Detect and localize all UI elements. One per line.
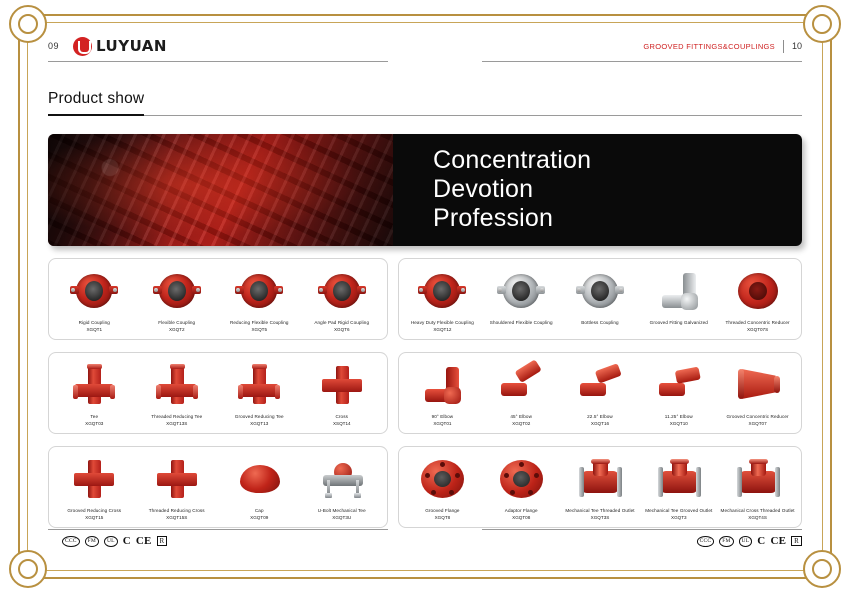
cert-ul-icon: UL	[104, 536, 118, 547]
product-thumb	[415, 455, 469, 503]
product-thumb	[150, 267, 204, 315]
page-number-right: 10	[791, 41, 802, 51]
product-thumb	[494, 361, 548, 409]
product-code: XSQT14	[332, 420, 351, 426]
cap-red-icon	[240, 465, 280, 493]
product-thumb	[494, 455, 548, 503]
product-name: Angle Pad Rigid Coupling	[314, 320, 370, 325]
cross-red-icon	[156, 459, 198, 499]
tee-red-icon	[156, 364, 198, 406]
product-name: Threaded Concentric Reducer	[725, 320, 790, 325]
product-item[interactable]	[53, 361, 136, 427]
product-name: Grooved Reducing Cross	[67, 508, 122, 513]
product-code: XGQT1	[86, 326, 103, 332]
luyuan-logo-icon	[73, 37, 92, 56]
product-item[interactable]	[136, 455, 219, 521]
elbow-11-icon	[659, 367, 701, 403]
product-name: Shouldered Flexible Coupling	[489, 320, 553, 325]
adaptor-flange-icon	[500, 460, 543, 498]
cert-r-icon: R	[157, 536, 168, 546]
corner-ornament-bottom-right	[803, 550, 841, 588]
product-code: XGQT5	[251, 326, 268, 332]
product-row-1	[48, 258, 802, 340]
product-thumb	[652, 361, 706, 409]
corner-ornament-top-right	[803, 5, 841, 43]
product-code: XGQT13S	[166, 420, 188, 426]
product-item[interactable]	[301, 455, 384, 521]
product-name: Threaded Reducing Tee	[151, 414, 203, 419]
product-item[interactable]	[561, 267, 640, 333]
cert-c-icon: C	[122, 535, 131, 547]
page-footer	[48, 525, 802, 559]
product-thumb	[731, 361, 785, 409]
ubolt-mechanical-tee-icon	[321, 460, 365, 498]
product-code: XGQT3	[671, 514, 687, 520]
page-content	[48, 36, 802, 559]
product-code: XGQT3U	[332, 514, 352, 520]
header-divider	[783, 40, 784, 53]
product-thumb	[232, 361, 286, 409]
product-panel-1-right	[398, 258, 802, 340]
product-name: Cap	[254, 508, 264, 513]
page-header	[48, 36, 802, 70]
product-item[interactable]	[639, 361, 718, 427]
product-name: Grooved Fitting Galvanized	[649, 320, 708, 325]
product-code: XGQT15	[85, 514, 104, 520]
product-code: XGQT13	[250, 420, 269, 426]
product-item[interactable]	[53, 267, 136, 333]
tee-red-icon	[238, 364, 280, 406]
product-row-2	[48, 352, 802, 434]
product-name: 11.25° Elbow	[664, 414, 693, 419]
product-code: XGQT07S	[746, 326, 769, 332]
elbow-90-icon	[423, 365, 463, 405]
product-item[interactable]	[218, 455, 301, 521]
elbow-45-icon	[501, 367, 543, 403]
product-code: XGQT07	[748, 420, 767, 426]
product-thumb	[731, 455, 785, 503]
product-item[interactable]	[403, 267, 482, 333]
product-name: Grooved Concentric Reducer	[726, 414, 789, 419]
elbow-silver-icon	[660, 271, 700, 311]
product-item[interactable]	[218, 361, 301, 427]
product-panel-2-left	[48, 352, 388, 434]
brand-name: LUYUAN	[96, 37, 167, 55]
certification-row-left	[62, 535, 167, 547]
coupling-red-icon	[71, 271, 117, 311]
product-thumb	[573, 455, 627, 503]
cert-r-icon: R	[791, 536, 802, 546]
coupling-silver-icon	[577, 271, 623, 311]
product-name: Mechanical Tee Threaded Outlet	[565, 508, 635, 513]
product-item[interactable]	[136, 267, 219, 333]
product-thumb	[415, 267, 469, 315]
hero-line-1: Concentration	[433, 146, 592, 174]
product-name: Mechanical Tee Grooved Outlet	[645, 508, 713, 513]
product-thumb	[652, 267, 706, 315]
product-thumb	[415, 361, 469, 409]
product-item[interactable]	[482, 455, 561, 521]
product-thumb	[150, 361, 204, 409]
corner-ornament-top-left	[9, 5, 47, 43]
product-item[interactable]	[482, 267, 561, 333]
brand-logo	[73, 37, 167, 56]
cert-ul-icon: UL	[739, 536, 753, 547]
product-item[interactable]	[301, 267, 384, 333]
product-thumb	[573, 267, 627, 315]
product-code: XGQT16	[590, 420, 610, 426]
product-code: XGQT3S	[590, 514, 610, 520]
product-code: XGQT8	[434, 514, 451, 520]
product-name: 45° Elbow	[510, 414, 533, 419]
product-item[interactable]	[482, 361, 561, 427]
product-item[interactable]	[718, 267, 797, 333]
hero-line-2: Devotion	[433, 175, 534, 203]
page-number-left: 09	[48, 41, 60, 51]
cross-red-icon	[321, 365, 363, 405]
product-thumb	[67, 267, 121, 315]
product-code: XGQT15S	[166, 514, 188, 520]
product-name: Grooved Flange	[425, 508, 460, 513]
product-row-3	[48, 446, 802, 528]
product-item[interactable]	[718, 361, 797, 427]
product-panel-3-right	[398, 446, 802, 528]
product-item[interactable]	[561, 361, 640, 427]
product-name: Flexible Coupling	[158, 320, 196, 325]
product-item[interactable]	[403, 361, 482, 427]
product-item[interactable]	[639, 267, 718, 333]
product-name: Heavy Duty Flexible Coupling	[410, 320, 474, 325]
product-code: XGQT2	[168, 326, 185, 332]
hero-line-3: Profession	[433, 204, 554, 232]
grooved-flange-icon	[421, 460, 464, 498]
product-item[interactable]	[136, 361, 219, 427]
product-thumb	[652, 455, 706, 503]
product-code: XGQT10	[669, 420, 688, 426]
cert-c-icon: C	[757, 535, 766, 547]
product-item[interactable]	[301, 361, 384, 427]
product-name: Grooved Reducing Tee	[234, 414, 284, 419]
product-item[interactable]	[639, 455, 718, 521]
product-thumb	[731, 267, 785, 315]
product-name: Rigid Coupling	[78, 320, 110, 325]
product-name: Adaptor Flange	[504, 508, 538, 513]
product-code: XGQT4S	[748, 514, 767, 520]
product-panel-2-right	[398, 352, 802, 434]
cert-ce-icon: CE	[135, 535, 152, 547]
product-code: XGQT02	[512, 420, 531, 426]
product-item[interactable]	[218, 267, 301, 333]
product-item[interactable]	[561, 455, 640, 521]
product-name: Mechanical Cross Threaded Outlet	[720, 508, 795, 513]
product-code: XGQT6	[333, 326, 350, 332]
coupling-silver-icon	[498, 271, 544, 311]
product-code: XGQT03	[85, 420, 104, 426]
product-name: Bottless Coupling	[581, 320, 619, 325]
coupling-red-icon	[154, 271, 200, 311]
product-code: XGQT12	[433, 326, 452, 332]
product-thumb	[573, 361, 627, 409]
product-code: XGQT08	[512, 514, 531, 520]
coupling-red-icon	[236, 271, 282, 311]
product-code: XGQT09	[250, 514, 269, 520]
page-title: Product show	[48, 90, 144, 116]
tee-red-icon	[73, 364, 115, 406]
mechanical-cross-icon	[736, 459, 781, 499]
certification-row-right	[697, 535, 802, 547]
header-right	[482, 36, 802, 62]
cert-ccc-icon: CCC	[697, 536, 715, 547]
product-name: Cross	[335, 414, 348, 419]
product-thumb	[150, 455, 204, 503]
mechanical-tee-icon	[578, 459, 623, 499]
mechanical-tee-icon	[657, 459, 702, 499]
product-panel-1-left	[48, 258, 388, 340]
threaded-reducer-icon	[738, 273, 778, 309]
hero-product-photo	[48, 134, 393, 246]
cross-red-icon	[73, 459, 115, 499]
product-name: U-Bolt Mechanical Tee	[317, 508, 366, 513]
header-left	[48, 36, 388, 62]
product-name: 90° Elbow	[431, 414, 454, 419]
header-category-title: GROOVED FITTINGS&COUPLINGS	[643, 41, 775, 51]
coupling-red-icon	[419, 271, 465, 311]
product-thumb	[67, 361, 121, 409]
product-name: Threaded Reducing Cross	[148, 508, 205, 513]
product-item[interactable]	[53, 455, 136, 521]
product-thumb	[315, 267, 369, 315]
footer-rule-right	[482, 529, 802, 530]
elbow-22-icon	[580, 367, 622, 403]
section-title-bar	[48, 90, 802, 116]
product-name: Reducing Flexible Coupling	[229, 320, 289, 325]
product-thumb	[315, 455, 369, 503]
cert-fm-icon: FM	[85, 536, 99, 547]
product-thumb	[315, 361, 369, 409]
product-name: 22.5° Elbow	[587, 414, 613, 419]
corner-ornament-bottom-left	[9, 550, 47, 588]
cert-ccc-icon: CCC	[62, 536, 80, 547]
product-code: XGQT01	[433, 420, 452, 426]
cert-fm-icon: FM	[719, 536, 733, 547]
product-thumb	[232, 267, 286, 315]
product-thumb	[232, 455, 286, 503]
product-item[interactable]	[403, 455, 482, 521]
cert-ce-icon: CE	[770, 535, 787, 547]
product-thumb	[494, 267, 548, 315]
footer-rule-left	[48, 529, 388, 530]
hero-slogan	[393, 134, 802, 246]
product-name: Tee	[90, 414, 99, 419]
hero-banner	[48, 134, 802, 246]
product-thumb	[67, 455, 121, 503]
product-panel-3-left	[48, 446, 388, 528]
product-item[interactable]	[718, 455, 797, 521]
coupling-red-icon	[319, 271, 365, 311]
concentric-reducer-icon	[738, 369, 780, 401]
